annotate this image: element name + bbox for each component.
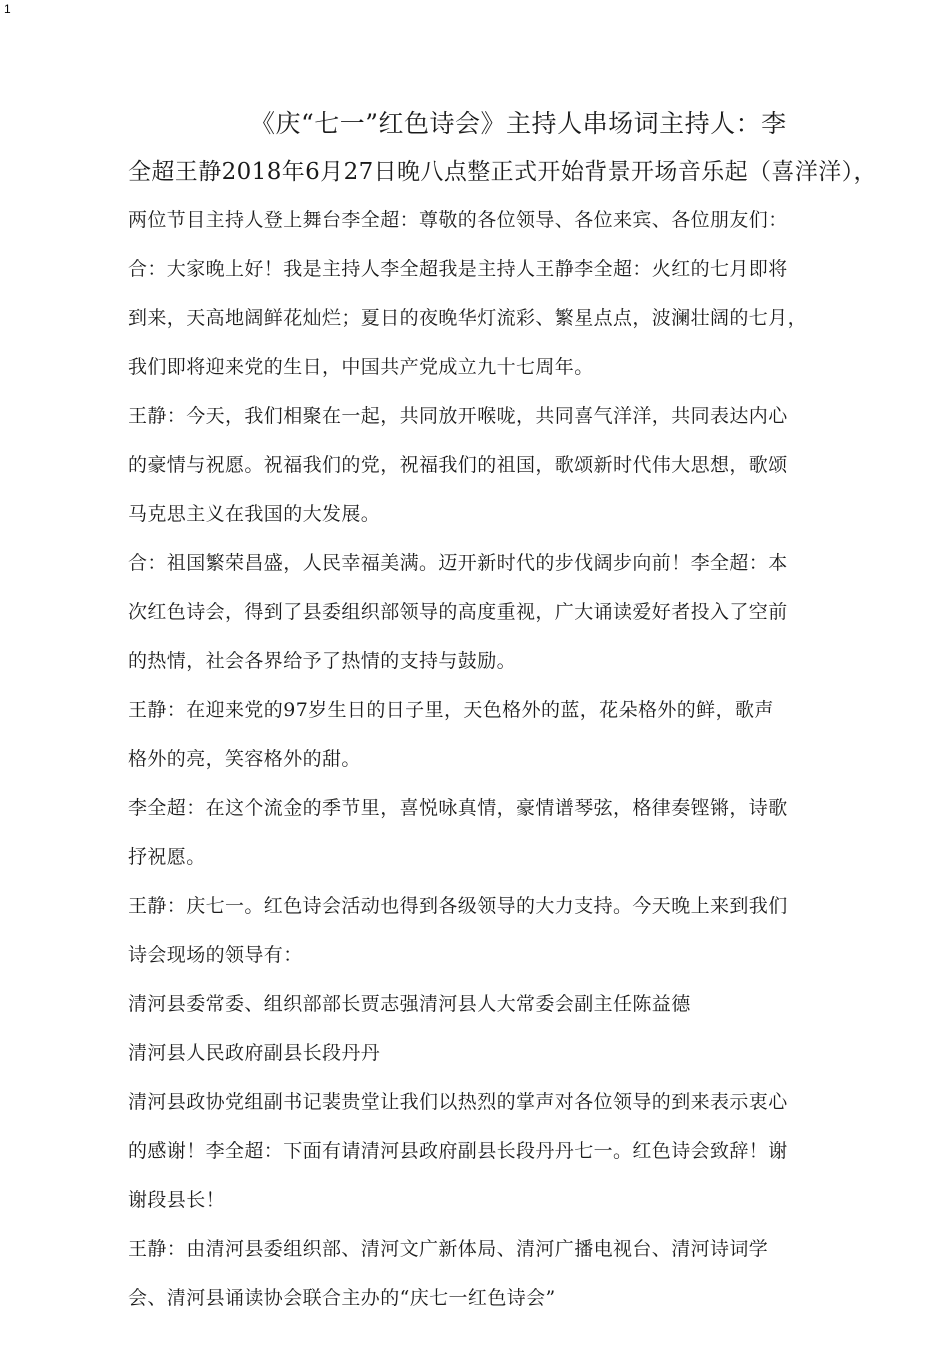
text-line: 我们即将迎来党的生日，中国共产党成立九十七周年。 [128, 356, 594, 378]
text-line: 合：祖国繁荣昌盛，人民幸福美满。迈开新时代的步伐阔步向前！李全超：本 [128, 552, 788, 574]
text-line: 两位节目主持人登上舞台李全超：尊敬的各位领导、各位来宾、各位朋友们： [128, 209, 788, 231]
text-line: 清河县委常委、组织部部长贾志强清河县人大常委会副主任陈益德 [128, 993, 691, 1015]
text-line: 合：大家晚上好！我是主持人李全超我是主持人王静李全超：火红的七月即将 [128, 258, 788, 280]
text-line: 会、清河县诵读协会联合主办的“庆七一红色诗会” [128, 1287, 556, 1309]
text-line: 李全超：在这个流金的季节里，喜悦咏真情，豪情谱琴弦，格律奏铿锵，诗歌 [128, 797, 788, 819]
text-line: 到来，天高地阔鲜花灿烂；夏日的夜晚华灯流彩、繁星点点，波澜壮阔的七月， [128, 307, 808, 329]
text-line: 王静：今天，我们相聚在一起，共同放开喉咙，共同喜气洋洋，共同表达内心 [128, 405, 788, 427]
text-line: 清河县政协党组副书记裴贵堂让我们以热烈的掌声对各位领导的到来表示衷心 [128, 1091, 788, 1113]
text-line: 马克思主义在我国的大发展。 [128, 503, 381, 525]
text-line: 的热情，社会各界给予了热情的支持与鼓励。 [128, 650, 517, 672]
text-line: 谢段县长！ [128, 1189, 226, 1211]
text-line: 全超王静2018年6月27日晚八点整正式开始背景开场音乐起（喜洋洋）， [128, 159, 877, 185]
text-line: 诗会现场的领导有： [128, 944, 303, 966]
text-line: 的豪情与祝愿。祝福我们的党，祝福我们的祖国，歌颂新时代伟大思想，歌颂 [128, 454, 788, 476]
text-line: 清河县人民政府副县长段丹丹 [128, 1042, 381, 1064]
text-line: 次红色诗会，得到了县委组织部领导的高度重视，广大诵读爱好者投入了空前 [128, 601, 788, 623]
text-line: 王静：庆七一。红色诗会活动也得到各级领导的大力支持。今天晚上来到我们 [128, 895, 788, 917]
page-number: 1 [4, 2, 11, 16]
text-line: 王静：由清河县委组织部、清河文广新体局、清河广播电视台、清河诗词学 [128, 1238, 769, 1260]
text-line: 的感谢！李全超：下面有请清河县政府副县长段丹丹七一。红色诗会致辞！谢 [128, 1140, 788, 1162]
document-body [128, 148, 877, 1323]
document-title: 《庆“七一”红色诗会》主持人串场词主持人：李 [250, 109, 787, 138]
text-line: 王静：在迎来党的97岁生日的日子里，天色格外的蓝，花朵格外的鲜，歌声 [128, 699, 774, 721]
text-line: 抒祝愿。 [128, 846, 206, 868]
text-line: 格外的亮，笑容格外的甜。 [128, 748, 361, 770]
